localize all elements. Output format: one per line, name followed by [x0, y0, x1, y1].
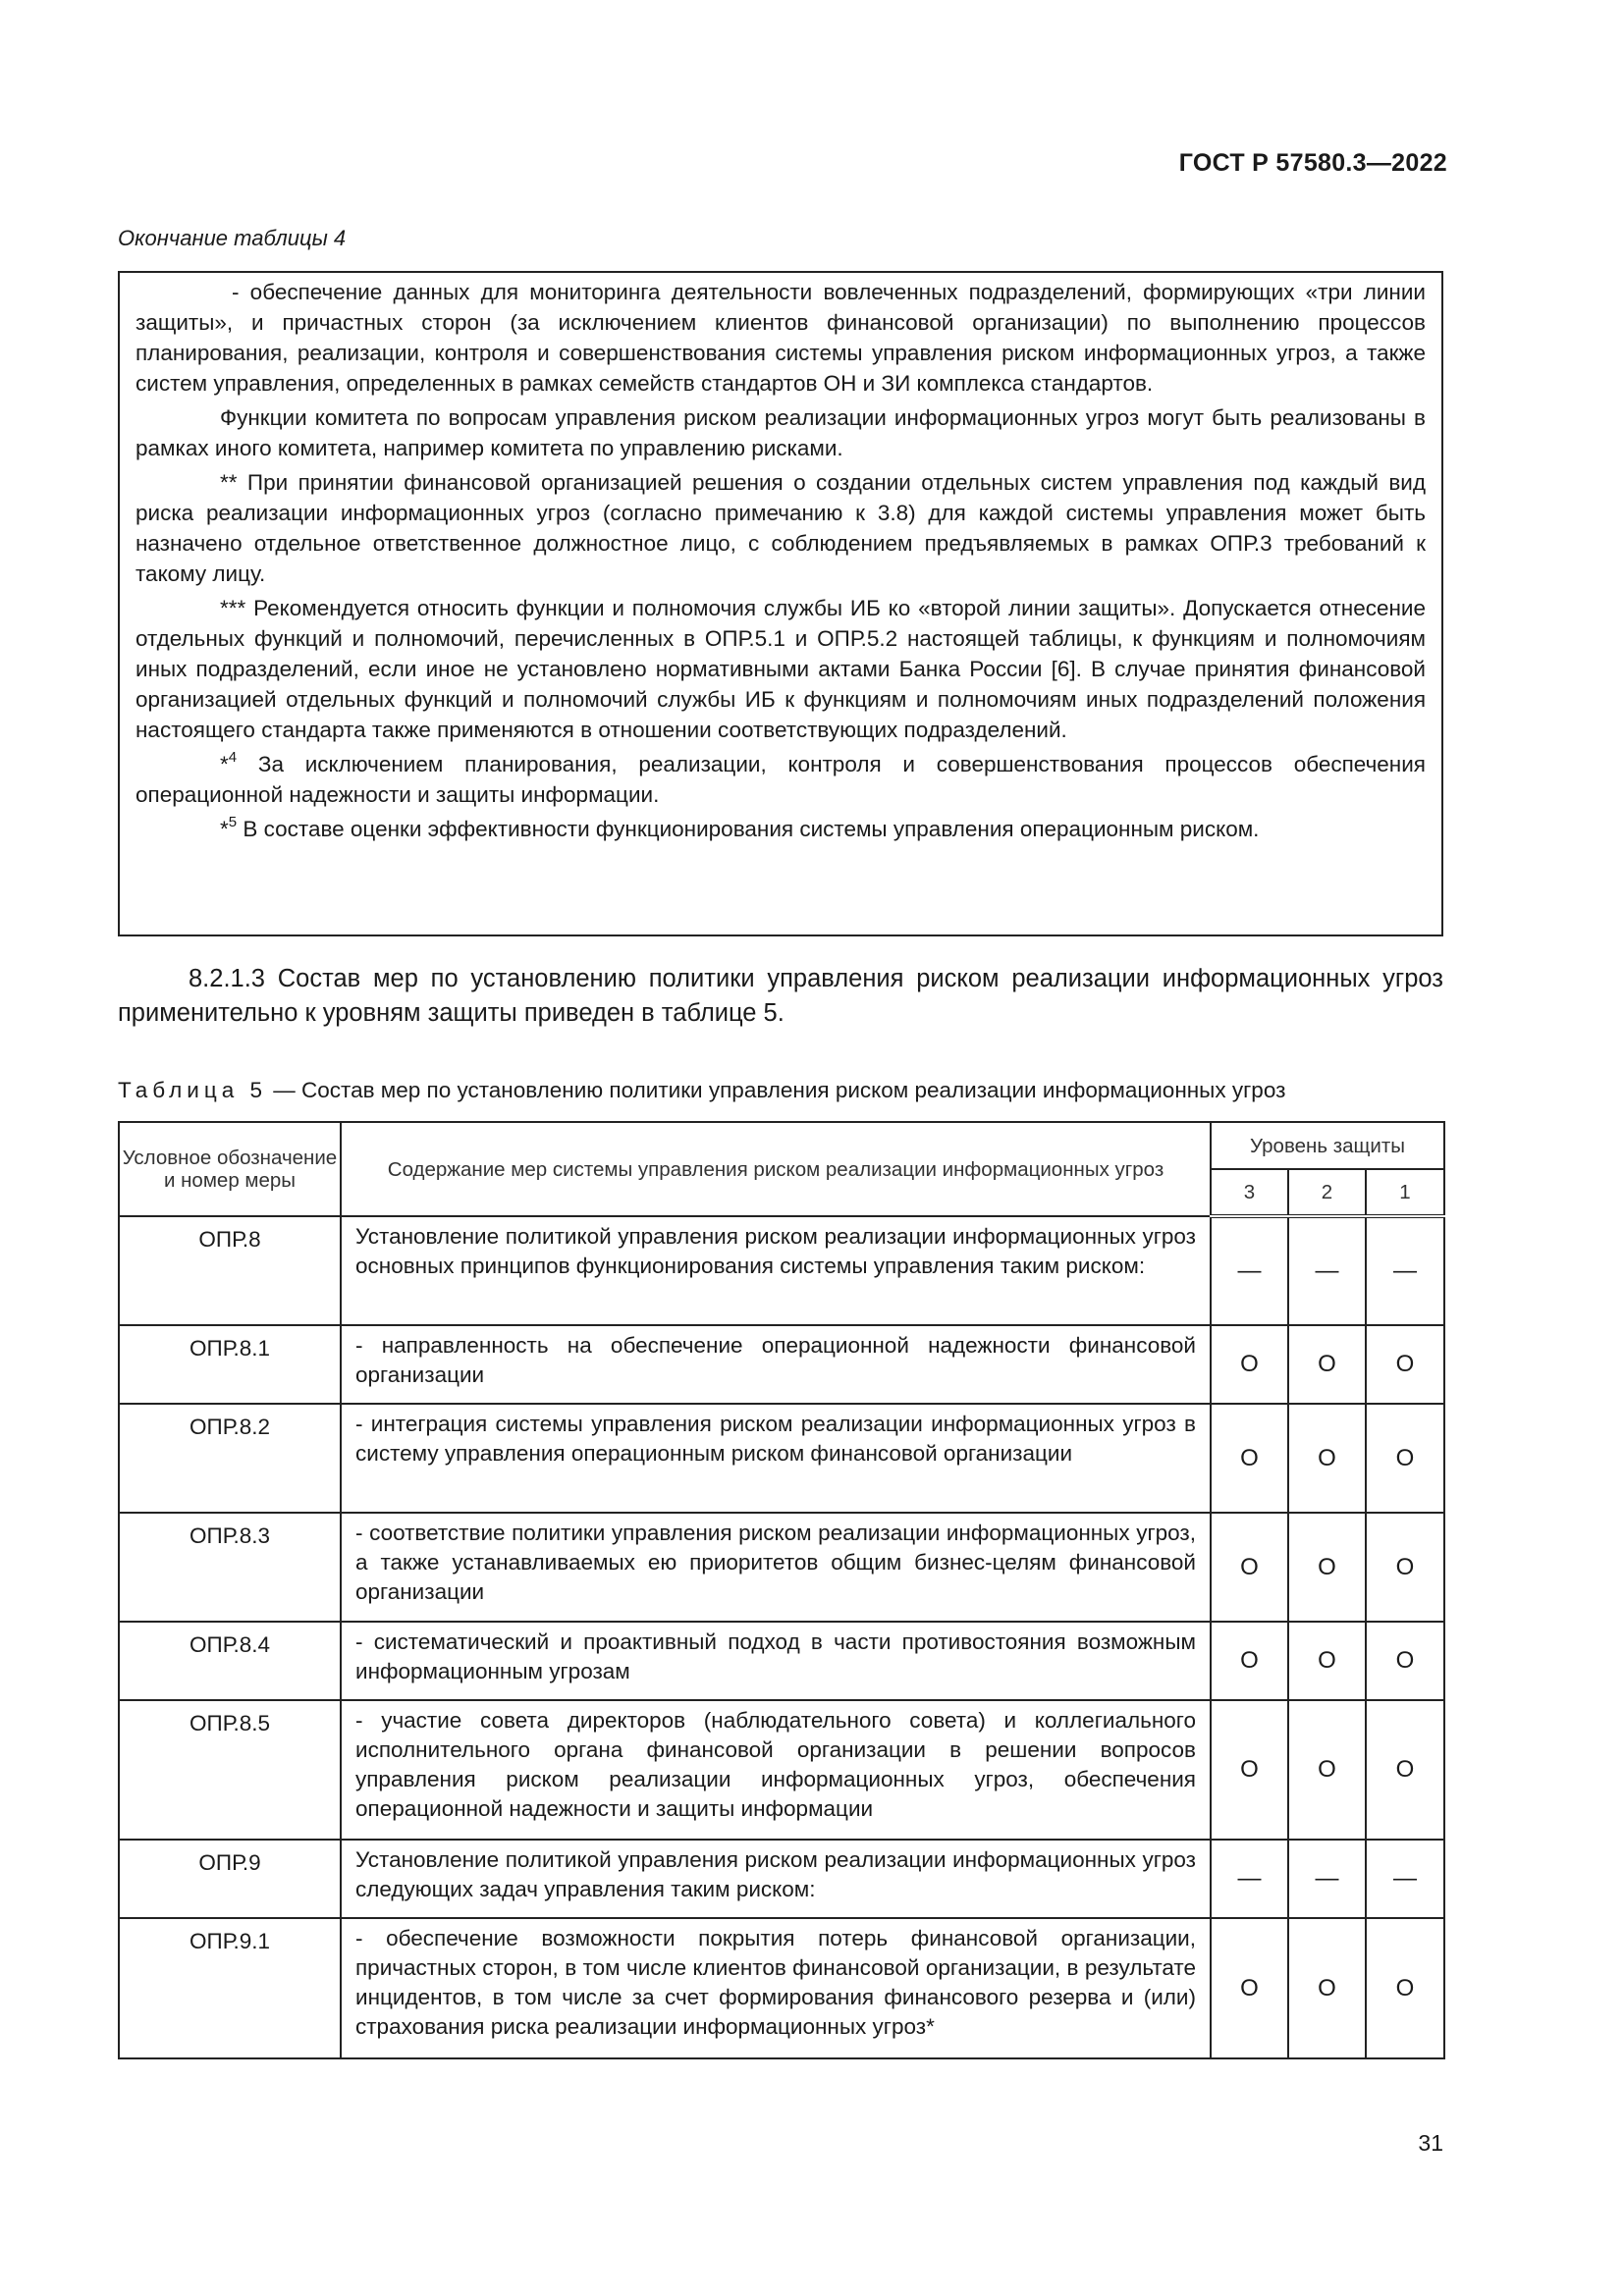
level-1-value: —: [1366, 1216, 1444, 1325]
measure-code: ОПР.8.5: [119, 1700, 341, 1840]
table-row: [119, 1404, 1444, 1513]
measure-code: ОПР.8.3: [119, 1513, 341, 1622]
footnote-5-star: *: [220, 817, 229, 841]
header-content: Содержание мер системы управления риском реализации информационных угроз: [341, 1122, 1211, 1216]
level-1-value: О: [1366, 1513, 1444, 1622]
measure-code: ОПР.8.1: [119, 1325, 341, 1404]
header-level-1: 1: [1366, 1169, 1444, 1216]
level-3-value: О: [1211, 1918, 1288, 2058]
footnote-5-text: В составе оценки эффективности функционирования системы управления операционным риском.: [237, 817, 1260, 841]
level-1-value: О: [1366, 1700, 1444, 1840]
level-3-value: О: [1211, 1622, 1288, 1700]
measure-code: ОПР.8.4: [119, 1622, 341, 1700]
level-3-value: О: [1211, 1404, 1288, 1513]
measure-code: ОПР.9: [119, 1840, 341, 1918]
table-row: [119, 1216, 1444, 1325]
footnote-2-text: При принятии финансовой организацией решения о создании отдельных систем управления под каждый вид риска реализации информационных угроз (согласно примечанию к 3.8) для каждой системы управления может быть назначено отдельное ответственное должностное лицо, с соблюдением предъявляемых в рамках ОПР.3 требований к такому лицу.: [135, 470, 1426, 586]
footnote-5: [135, 814, 1426, 844]
measure-code: ОПР.9.1: [119, 1918, 341, 2058]
note-bullet-monitoring: - обеспечение данных для мониторинга деятельности вовлеченных подразделений, формирующих «три линии защиты», и причастных сторон (за исключением клиентов финансовой организации) по выполнению процессов планирования, реализации, контроля и совершенствования системы управления риском информационных угроз, а также систем управления, определенных в рамках семейств стандартов ОН и ЗИ комплекса стандартов.: [135, 280, 1426, 396]
level-2-value: О: [1288, 1700, 1366, 1840]
header-level-3: 3: [1211, 1169, 1288, 1216]
level-1-value: О: [1366, 1325, 1444, 1404]
measure-content: - соответствие политики управления риском реализации информационных угроз, а также устанавливаемых ею приоритетов общим бизнес-целям финансовой организации: [341, 1513, 1211, 1622]
footnote-4-number: 4: [228, 748, 238, 766]
table-row: [119, 1622, 1444, 1700]
measure-content: - участие совета директоров (наблюдательного совета) и коллегиального исполнительного органа финансовой организации в решении вопросов управления риском реализации информационных угроз, обеспечения операционной надежности и защиты информации: [341, 1700, 1211, 1840]
footnote-5-number: 5: [228, 813, 238, 830]
footnote-2-mark: **: [220, 470, 238, 495]
paragraph-8-2-1-3: 8.2.1.3 Состав мер по установлению политики управления риском реализации информационных угроз применительно к уровням защиты приведен в таблице 5.: [118, 965, 1443, 1027]
measure-content: - направленность на обеспечение операционной надежности финансовой организации: [341, 1325, 1211, 1404]
footnote-3-text: Рекомендуется относить функции и полномочия службы ИБ ко «второй линии защиты». Допускается отнесение отдельных функций и полномочий, перечисленных в ОПР.5.1 и ОПР.5.2 настоящей таблицы, к функциям и полномочиям иных подразделений, если иное не установлено нормативными актами Банка России [6]. В случае принятия финансовой организацией отдельных функций и полномочий службы ИБ к функциям и полномочиям иных подразделений положения настоящего стандарта также применяются в отношении соответствующих подразделений.: [135, 596, 1426, 742]
level-2-value: —: [1288, 1840, 1366, 1918]
measure-content: Установление политикой управления риском реализации информационных угроз следующих задач управления таким риском:: [341, 1840, 1211, 1918]
level-2-value: О: [1288, 1513, 1366, 1622]
table-continuation-label: Окончание таблицы 4: [118, 226, 347, 250]
measure-code: ОПР.8: [119, 1216, 341, 1325]
level-3-value: О: [1211, 1325, 1288, 1404]
measure-content: - систематический и проактивный подход в части противостояния возможным информационным угрозам: [341, 1622, 1211, 1700]
page-number: 31: [1418, 2130, 1443, 2156]
note-committee: Функции комитета по вопросам управления риском реализации информационных угроз могут быть реализованы в рамках иного комитета, например комитета по управлению рисками.: [135, 405, 1426, 460]
level-2-value: О: [1288, 1622, 1366, 1700]
level-3-value: —: [1211, 1216, 1288, 1325]
level-2-value: О: [1288, 1325, 1366, 1404]
header-level-2: 2: [1288, 1169, 1366, 1216]
measure-content: - интеграция системы управления риском реализации информационных угроз в систему управления операционным риском финансовой организации: [341, 1404, 1211, 1513]
footnote-2: [135, 467, 1426, 589]
level-2-value: —: [1288, 1216, 1366, 1325]
level-3-value: О: [1211, 1513, 1288, 1622]
footnote-3-mark: ***: [220, 596, 246, 620]
level-1-value: О: [1366, 1918, 1444, 2058]
level-2-value: О: [1288, 1918, 1366, 2058]
level-2-value: О: [1288, 1404, 1366, 1513]
table5-caption: [118, 1078, 1443, 1103]
level-1-value: —: [1366, 1840, 1444, 1918]
footnote-4-star: *: [220, 752, 229, 776]
table5-caption-label: Таблица 5: [118, 1078, 267, 1102]
header-level: Уровень защиты: [1211, 1122, 1444, 1169]
table5-caption-text: — Состав мер по установлению политики управления риском реализации информационных угроз: [267, 1078, 1286, 1102]
table5-measures: [118, 1121, 1445, 2059]
level-3-value: —: [1211, 1840, 1288, 1918]
footnote-4-text: За исключением планирования, реализации, контроля и совершенствования процессов обеспечения операционной надежности и защиты информации.: [135, 752, 1426, 807]
measure-content: - обеспечение возможности покрытия потерь финансовой организации, причастных сторон, в том числе клиентов финансовой организации, в результате инцидентов, в том числе за счет формирования финансового резерва и (или) страхования риска реализации информационных угроз*: [341, 1918, 1211, 2058]
table-row: [119, 1918, 1444, 2058]
table-row: [119, 1700, 1444, 1840]
footnote-4: [135, 749, 1426, 810]
level-1-value: О: [1366, 1622, 1444, 1700]
table-row: [119, 1513, 1444, 1622]
document-code: ГОСТ Р 57580.3—2022: [1178, 149, 1447, 177]
level-3-value: О: [1211, 1700, 1288, 1840]
table-row: [119, 1840, 1444, 1918]
header-code: Условное обозначение и номер меры: [119, 1122, 341, 1216]
table-row: [119, 1325, 1444, 1404]
measure-code: ОПР.8.2: [119, 1404, 341, 1513]
footnote-3: [135, 593, 1426, 745]
table4-notes-box: [118, 271, 1443, 936]
level-1-value: О: [1366, 1404, 1444, 1513]
measure-content: Установление политикой управления риском реализации информационных угроз основных принципов функционирования системы управления таким риском:: [341, 1216, 1211, 1325]
